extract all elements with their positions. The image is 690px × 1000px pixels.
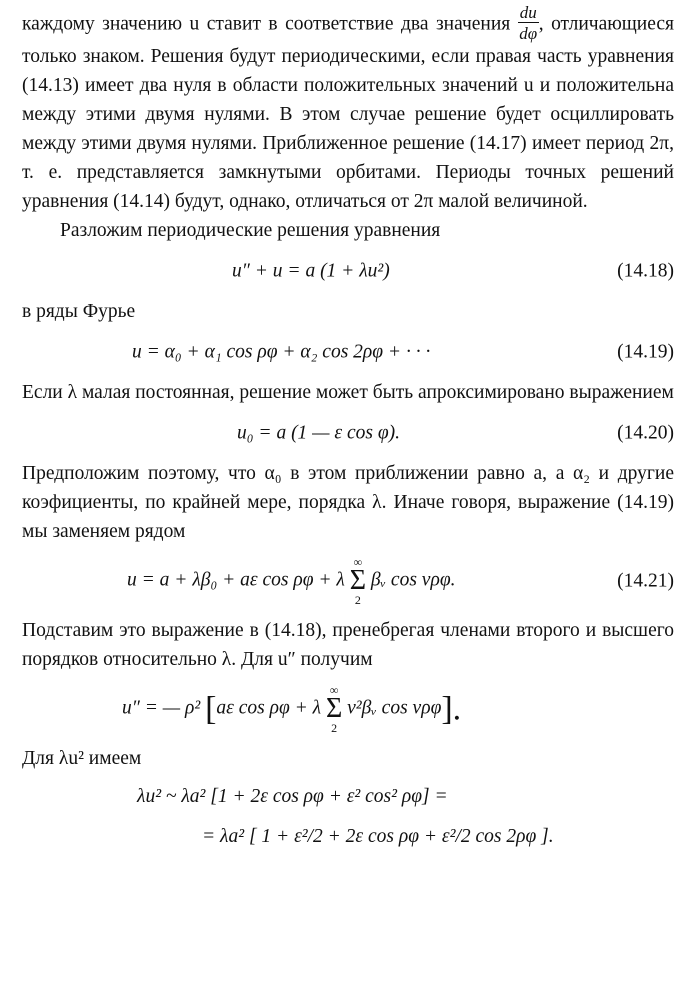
open-bracket: [ bbox=[205, 690, 217, 728]
equation-14-18 bbox=[22, 245, 674, 297]
equation-u-second-right: ν²βᵥ cos νρφ bbox=[347, 697, 442, 719]
equation-14-19-number: (14.19) bbox=[617, 341, 674, 363]
paragraph-1 bbox=[22, 4, 674, 216]
paragraph-1-rest: , отличающиеся только знаком. Решения будут периодическими, если правая часть уравнения (14.13) имеет два нуля в области положительных значений u и положительна между этими двумя нулями. В этом случае решение будет осциллировать между этими двумя нулями. Приближенное решение (14.17) имеет период 2π, т. е. представляется замкнутыми орбитами. Периоды точных решений уравнения (14.14) будут, однако, отличаться от 2π малой величиной. bbox=[22, 13, 675, 212]
paragraph-5: Предположим поэтому, что α₀ в этом приближении равно a, a α₂ и другие коэфициенты, по крайней мере, порядка λ. Иначе говоря, выражение (14.19) мы заменяем рядом bbox=[22, 463, 674, 542]
equation-14-19 bbox=[22, 326, 674, 378]
paragraph-3: в ряды Фурье bbox=[22, 301, 136, 322]
summation-symbol bbox=[350, 556, 366, 606]
close-bracket: ]. bbox=[441, 690, 462, 728]
fraction-du-dphi bbox=[518, 4, 539, 42]
fraction-denominator: dφ bbox=[519, 24, 538, 43]
equation-14-21 bbox=[22, 546, 674, 616]
equation-14-21-formula bbox=[127, 556, 455, 606]
equation-14-21-right: βᵥ cos νρφ. bbox=[370, 569, 456, 591]
equation-u-second-left: u″ = — ρ² bbox=[122, 697, 201, 719]
equation-u-second-derivative bbox=[22, 674, 674, 744]
equation-14-20-formula: u₀ = a (1 — ε cos φ). bbox=[237, 422, 400, 444]
equation-lambda-u-squared-line-2: = λa² [ 1 + ε²/2 + 2ε cos ρφ + ε²/2 cos 2ρφ ]. bbox=[202, 826, 554, 847]
sum-lower-limit: 2 bbox=[331, 721, 338, 735]
equation-lambda-u-squared-line-1: λu² ~ λa² [1 + 2ε cos ρφ + ε² cos² ρφ] = bbox=[137, 786, 448, 807]
paragraph-2: Разложим периодические решения уравнения bbox=[60, 220, 441, 241]
equation-14-18-number: (14.18) bbox=[617, 260, 674, 282]
equation-14-21-number: (14.21) bbox=[617, 570, 674, 592]
equation-u-second-middle: aε cos ρφ + λ bbox=[216, 697, 322, 719]
equation-u-second-formula bbox=[122, 684, 461, 734]
equation-14-20 bbox=[22, 407, 674, 459]
equation-14-21-left: u = a + λβ₀ + aε cos ρφ + λ bbox=[127, 569, 345, 591]
paragraph-7: Для λu² имеем bbox=[22, 748, 142, 769]
paragraph-1-start: каждому значению u ставит в соответствие два значения bbox=[22, 13, 511, 35]
equation-lambda-u-squared bbox=[22, 773, 674, 857]
equation-14-19-formula: u = α₀ + α₁ cos ρφ + α₂ cos 2ρφ + · · · bbox=[132, 341, 431, 363]
paragraph-4: Если λ малая постоянная, решение может быть апроксимировано выражением bbox=[22, 382, 674, 403]
summation-symbol bbox=[326, 684, 342, 734]
fraction-numerator: du bbox=[519, 3, 537, 22]
equation-14-20-number: (14.20) bbox=[617, 422, 674, 444]
paragraph-6: Подставим это выражение в (14.18), пренебрегая членами второго и высшего порядков относительно λ. Для u″ получим bbox=[22, 620, 674, 670]
sum-upper-limit: ∞ bbox=[353, 555, 363, 569]
equation-14-18-formula: u″ + u = a (1 + λu²) bbox=[232, 260, 390, 282]
sum-sigma: Σ bbox=[349, 565, 367, 596]
sum-upper-limit: ∞ bbox=[329, 683, 339, 697]
sum-sigma: Σ bbox=[325, 693, 343, 724]
sum-lower-limit: 2 bbox=[354, 593, 361, 607]
